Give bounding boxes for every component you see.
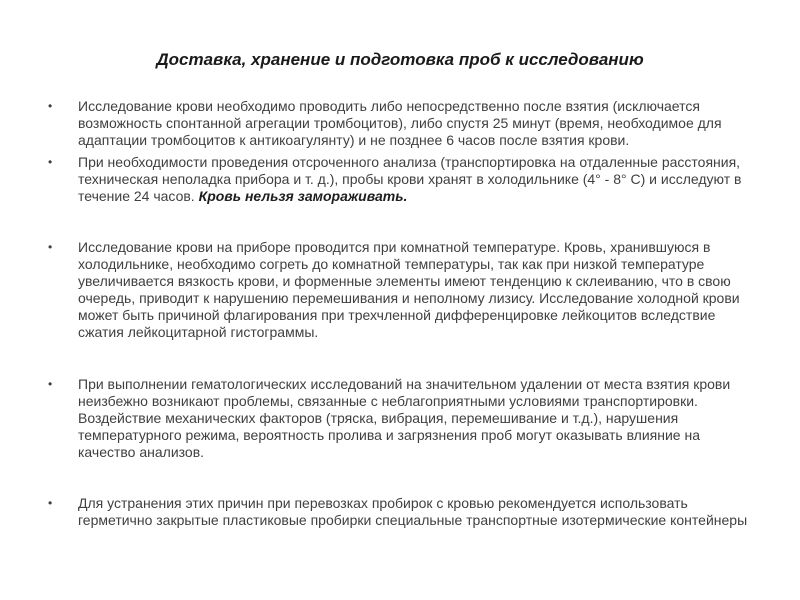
bullet-text: При необходимости проведения отсроченного анализа (транспортировка на отдаленные расстояния, техническая неполадка прибора и т. д.), пробы крови хранят в холодильнике (4° - 8° С) и исследуют в течение 24 часов. bbox=[78, 154, 742, 204]
bullet-dot-icon: • bbox=[48, 496, 53, 510]
bullet-item bbox=[45, 376, 755, 461]
bullet-item bbox=[45, 98, 755, 149]
bullet-dot-icon: • bbox=[48, 377, 53, 391]
bullet-list bbox=[45, 98, 755, 529]
bullet-text: Исследование крови необходимо проводить либо непосредственно после взятия (исключается возможность спонтанной агрегации тромбоцитов), либо спустя 25 минут (время, необходимое для адаптации тромбоцитов к антикоагулянту) и не позднее 6 часов после взятия крови. bbox=[78, 98, 722, 148]
bullet-text: Исследование крови на приборе проводится при комнатной температуре. Кровь, хранившуюся в холодильнике, необходимо согреть до комнатной температуры, так как при низкой температуре увеличивается вязкость крови, и форменные элементы имеют тенденцию к склеиванию, что в свою очередь, приводит к нарушению перемешивания и неполному лизису. Исследование холодной крови может быть причиной флагирования при трехчленной дифференцировке лейкоцитов вследствие сжатия лейкоцитарной гистограммы. bbox=[78, 239, 740, 340]
bullet-text: При выполнении гематологических исследований на значительном удалении от места взятия крови неизбежно возникают проблемы, связанные с неблагоприятными условиями транспортировки. Воздействие механических факторов (тряска, вибрация, перемешивание и т.д.), нарушения температурного режима, вероятность пролива и загрязнения проб могут оказывать влияние на качество анализов. bbox=[78, 376, 731, 460]
bullet-dot-icon: • bbox=[48, 99, 53, 113]
bullet-item bbox=[45, 154, 755, 205]
slide-title: Доставка, хранение и подготовка проб к исследованию bbox=[156, 50, 644, 69]
bullet-item bbox=[45, 239, 755, 341]
bullet-dot-icon: • bbox=[48, 240, 53, 254]
bullet-item bbox=[45, 495, 755, 529]
bullet-text: Для устранения этих причин при перевозках пробирок с кровью рекомендуется использовать герметично закрытые пластиковые пробирки специальные транспортные изотермические контейнеры bbox=[78, 495, 748, 528]
bullet-dot-icon: • bbox=[48, 155, 53, 169]
bullet-emphasis: Кровь нельзя замораживать. bbox=[198, 188, 408, 204]
